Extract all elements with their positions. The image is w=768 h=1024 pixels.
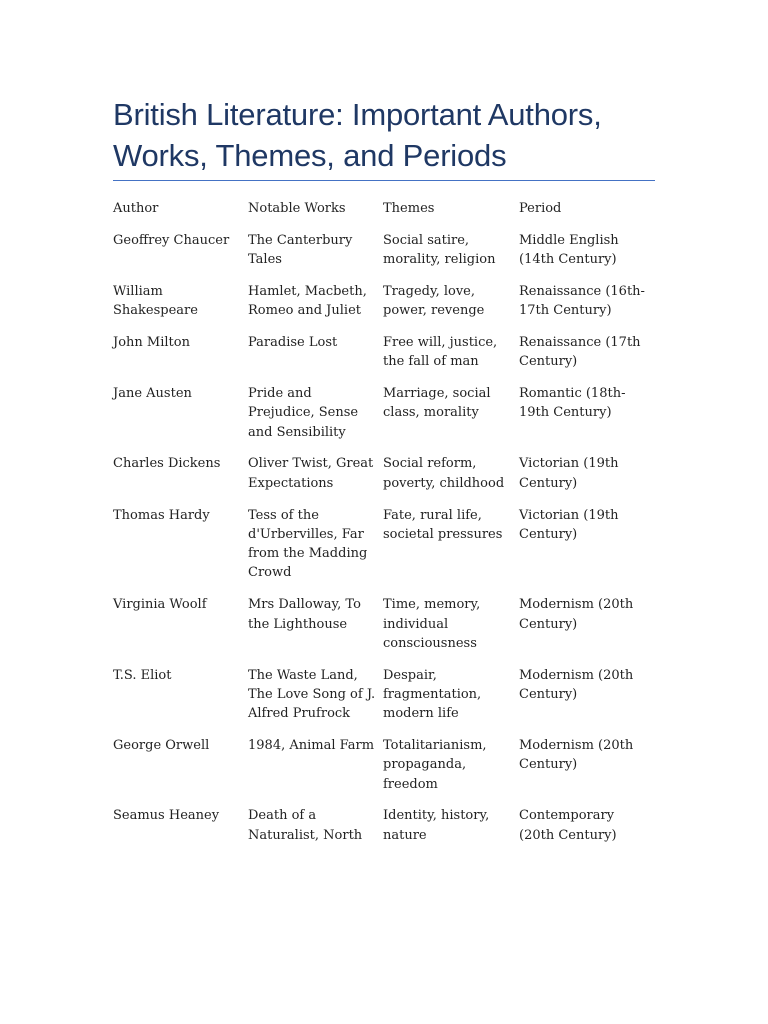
table-row [113, 282, 655, 333]
header-cell-notable-works: Notable Works [248, 201, 346, 216]
themes-cell: Marriage, social class, morality [383, 386, 491, 421]
themes-cell: Free will, justice, the fall of man [383, 334, 498, 370]
works-cell: The Waste Land, The Love Song of J. Alfred Prufrock [248, 667, 376, 722]
period-cell: Renaissance (17th Century) [519, 334, 641, 370]
works-cell: The Canterbury Tales [248, 232, 353, 268]
table-row [113, 806, 655, 857]
document-title [113, 94, 655, 176]
author-cell: Thomas Hardy [113, 507, 210, 523]
author-cell: Charles Dickens [113, 456, 221, 472]
themes-cell: Time, memory, individual consciousness [383, 597, 481, 651]
period-cell: Romantic (18th-19th Century) [519, 386, 626, 421]
period-cell: Middle English (14th Century) [519, 232, 619, 268]
author-cell: Virginia Woolf [113, 597, 207, 613]
author-cell: George Orwell [113, 738, 210, 754]
works-cell: 1984, Animal Farm [248, 738, 375, 754]
author-cell: Jane Austen [113, 386, 192, 402]
header-cell-author: Author [113, 201, 159, 216]
author-cell: Geoffrey Chaucer [113, 232, 230, 248]
period-cell: Contemporary (20th Century) [519, 808, 617, 843]
table-row [113, 666, 655, 736]
themes-cell: Social reform, poverty, childhood [383, 456, 505, 491]
period-cell: Modernism (20th Century) [519, 667, 634, 702]
themes-cell: Fate, rural life, societal pressures [383, 507, 503, 542]
period-cell: Modernism (20th Century) [519, 738, 634, 773]
works-cell: Pride and Prejudice, Sense and Sensibility [248, 386, 359, 440]
table-row [113, 736, 655, 806]
table-row [113, 333, 655, 384]
document-title-line-2: Works, Themes, and Periods [113, 138, 507, 173]
author-cell: T.S. Eliot [113, 667, 172, 683]
document-page [113, 94, 655, 858]
themes-cell: Totalitarianism, propaganda, freedom [383, 738, 487, 792]
author-cell: Seamus Heaney [113, 808, 220, 824]
table-row [113, 595, 655, 665]
period-cell: Renaissance (16th-17th Century) [519, 283, 645, 319]
author-cell: John Milton [113, 334, 190, 350]
works-cell: Tess of the d'Urbervilles, Far from the Madding Crowd [248, 507, 368, 581]
table-row [113, 454, 655, 505]
table-header-row [113, 199, 655, 231]
table-row [113, 231, 655, 282]
themes-cell: Social satire, morality, religion [383, 232, 496, 268]
period-cell: Victorian (19th Century) [519, 456, 619, 491]
themes-cell: Despair, fragmentation, modern life [383, 667, 482, 722]
title-underline-rule [113, 180, 655, 181]
header-cell-period: Period [519, 201, 562, 216]
themes-cell: Tragedy, love, power, revenge [383, 283, 485, 319]
works-cell: Mrs Dalloway, To the Lighthouse [248, 597, 361, 632]
period-cell: Victorian (19th Century) [519, 507, 619, 542]
document-title-line-1: British Literature: Important Authors, [113, 97, 602, 132]
literature-table [113, 199, 655, 858]
table-row [113, 384, 655, 454]
works-cell: Hamlet, Macbeth, Romeo and Juliet [248, 283, 367, 319]
works-cell: Death of a Naturalist, North [248, 808, 363, 843]
works-cell: Paradise Lost [248, 334, 338, 350]
works-cell: Oliver Twist, Great Expectations [248, 456, 374, 491]
header-cell-themes: Themes [383, 201, 435, 216]
author-cell: William Shakespeare [113, 283, 198, 319]
themes-cell: Identity, history, nature [383, 808, 490, 843]
table-row [113, 506, 655, 596]
period-cell: Modernism (20th Century) [519, 597, 634, 632]
